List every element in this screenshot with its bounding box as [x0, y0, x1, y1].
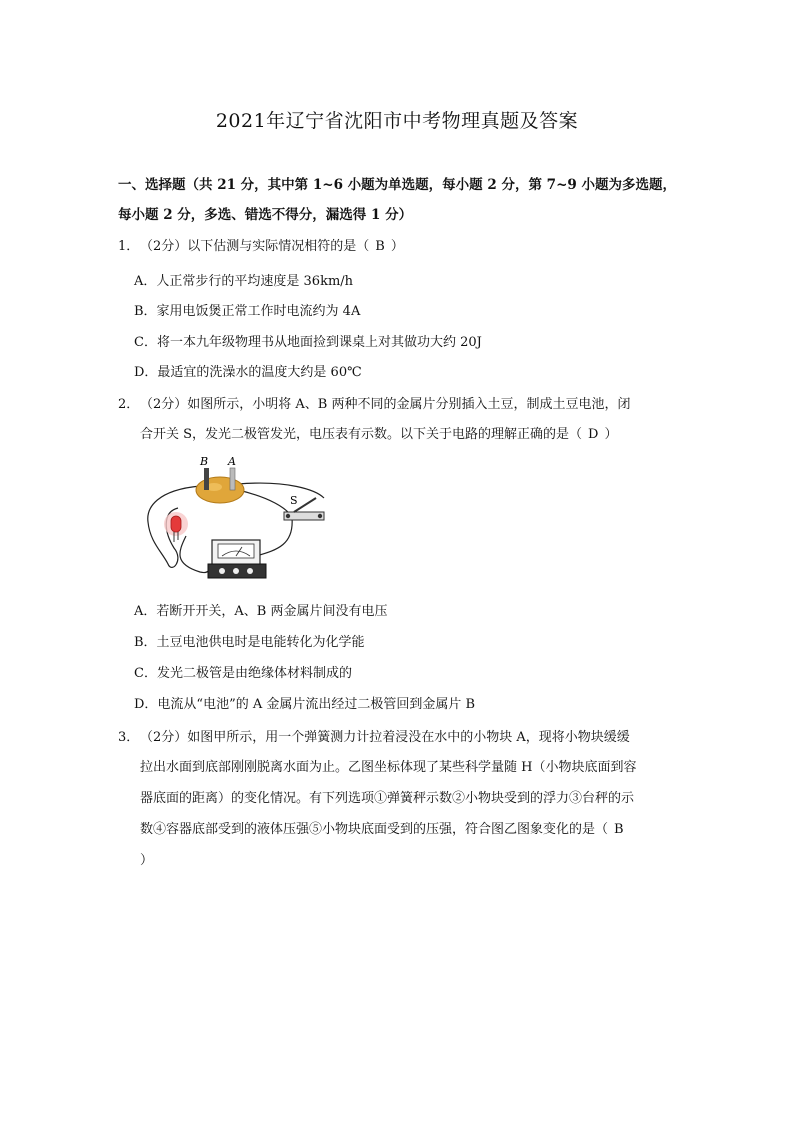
question-3-line4 [140, 815, 670, 845]
question-2-close: ） [604, 427, 618, 442]
question-2-option-a: A．若断开开关，A、B 两金属片间没有电压 [134, 604, 388, 619]
label-b: B [200, 455, 209, 468]
question-1-option-b: B．家用电饭煲正常工作时电流约为 4A [134, 304, 361, 319]
question-2-number: 2． [118, 397, 140, 412]
metal-plate-b-icon [204, 468, 209, 490]
question-2-answer: D [588, 427, 599, 442]
question-2-option-d: D．电流从“电池”的 A 金属片流出经过二极管回到金属片 B [134, 697, 476, 712]
label-a: A [228, 455, 236, 468]
question-3-line3: 器底面的距离）的变化情况。有下列选项①弹簧秤示数②小物块受到的浮力③台秤的示 [140, 791, 635, 806]
question-2 [118, 390, 678, 420]
question-2-line2-text: 合开关 S，发光二极管发光，电压表有示数。以下关于电路的理解正确的是（ [140, 427, 583, 442]
question-2-line1: （2分）如图所示，小明将 A、B 两种不同的金属片分别插入土豆，制成土豆电池，闭 [140, 397, 631, 412]
label-s: S [290, 494, 298, 507]
metal-plate-a-icon [230, 468, 235, 490]
question-1-number: 1． [118, 239, 140, 254]
section-heading-line2: 每小题 2 分，多选、错选不得分，漏选得 1 分） [118, 207, 413, 223]
question-3-line5: ） [140, 853, 154, 868]
question-1-answer: B [375, 239, 385, 254]
question-1-close: ） [390, 239, 404, 254]
question-1-option-d: D．最适宜的洗澡水的温度大约是 60℃ [134, 365, 362, 380]
question-1-option-c: C．将一本九年级物理书从地面捡到课桌上对其做功大约 20J [134, 335, 482, 350]
question-3-line1: （2分）如图甲所示，用一个弹簧测力计拉着浸没在水中的小物块 A，现将小物块缓缓 [140, 730, 630, 745]
potato-circuit-figure [138, 452, 338, 587]
section-heading-line1: 一、选择题（共 21 分，其中第 1~6 小题为单选题，每小题 2 分，第 7~9 小题为多选题， [118, 177, 676, 193]
question-3-line4-text: 数④容器底部受到的液体压强⑤小物块底面受到的压强，符合图乙图象变化的是（ [140, 822, 609, 837]
led-bulb-icon [171, 516, 181, 532]
question-2-option-c: C．发光二极管是由绝缘体材料制成的 [134, 666, 352, 681]
question-2-line2 [140, 420, 670, 450]
potato-icon [196, 477, 244, 503]
question-2-option-b: B．土豆电池供电时是电能转化为化学能 [134, 635, 365, 650]
question-1-stem: （2分）以下估测与实际情况相符的是（ [140, 239, 370, 254]
question-3 [118, 723, 678, 753]
question-3-answer: B [614, 822, 624, 837]
question-3-number: 3． [118, 730, 140, 745]
question-1 [118, 232, 678, 262]
question-1-option-a: A．人正常步行的平均速度是 36km/h [134, 274, 354, 289]
question-3-line2: 拉出水面到底部刚刚脱离水面为止。乙图坐标体现了某些科学量随 H（小物块底面到容 [140, 760, 637, 775]
page-title: 2021年辽宁省沈阳市中考物理真题及答案 [215, 110, 579, 132]
